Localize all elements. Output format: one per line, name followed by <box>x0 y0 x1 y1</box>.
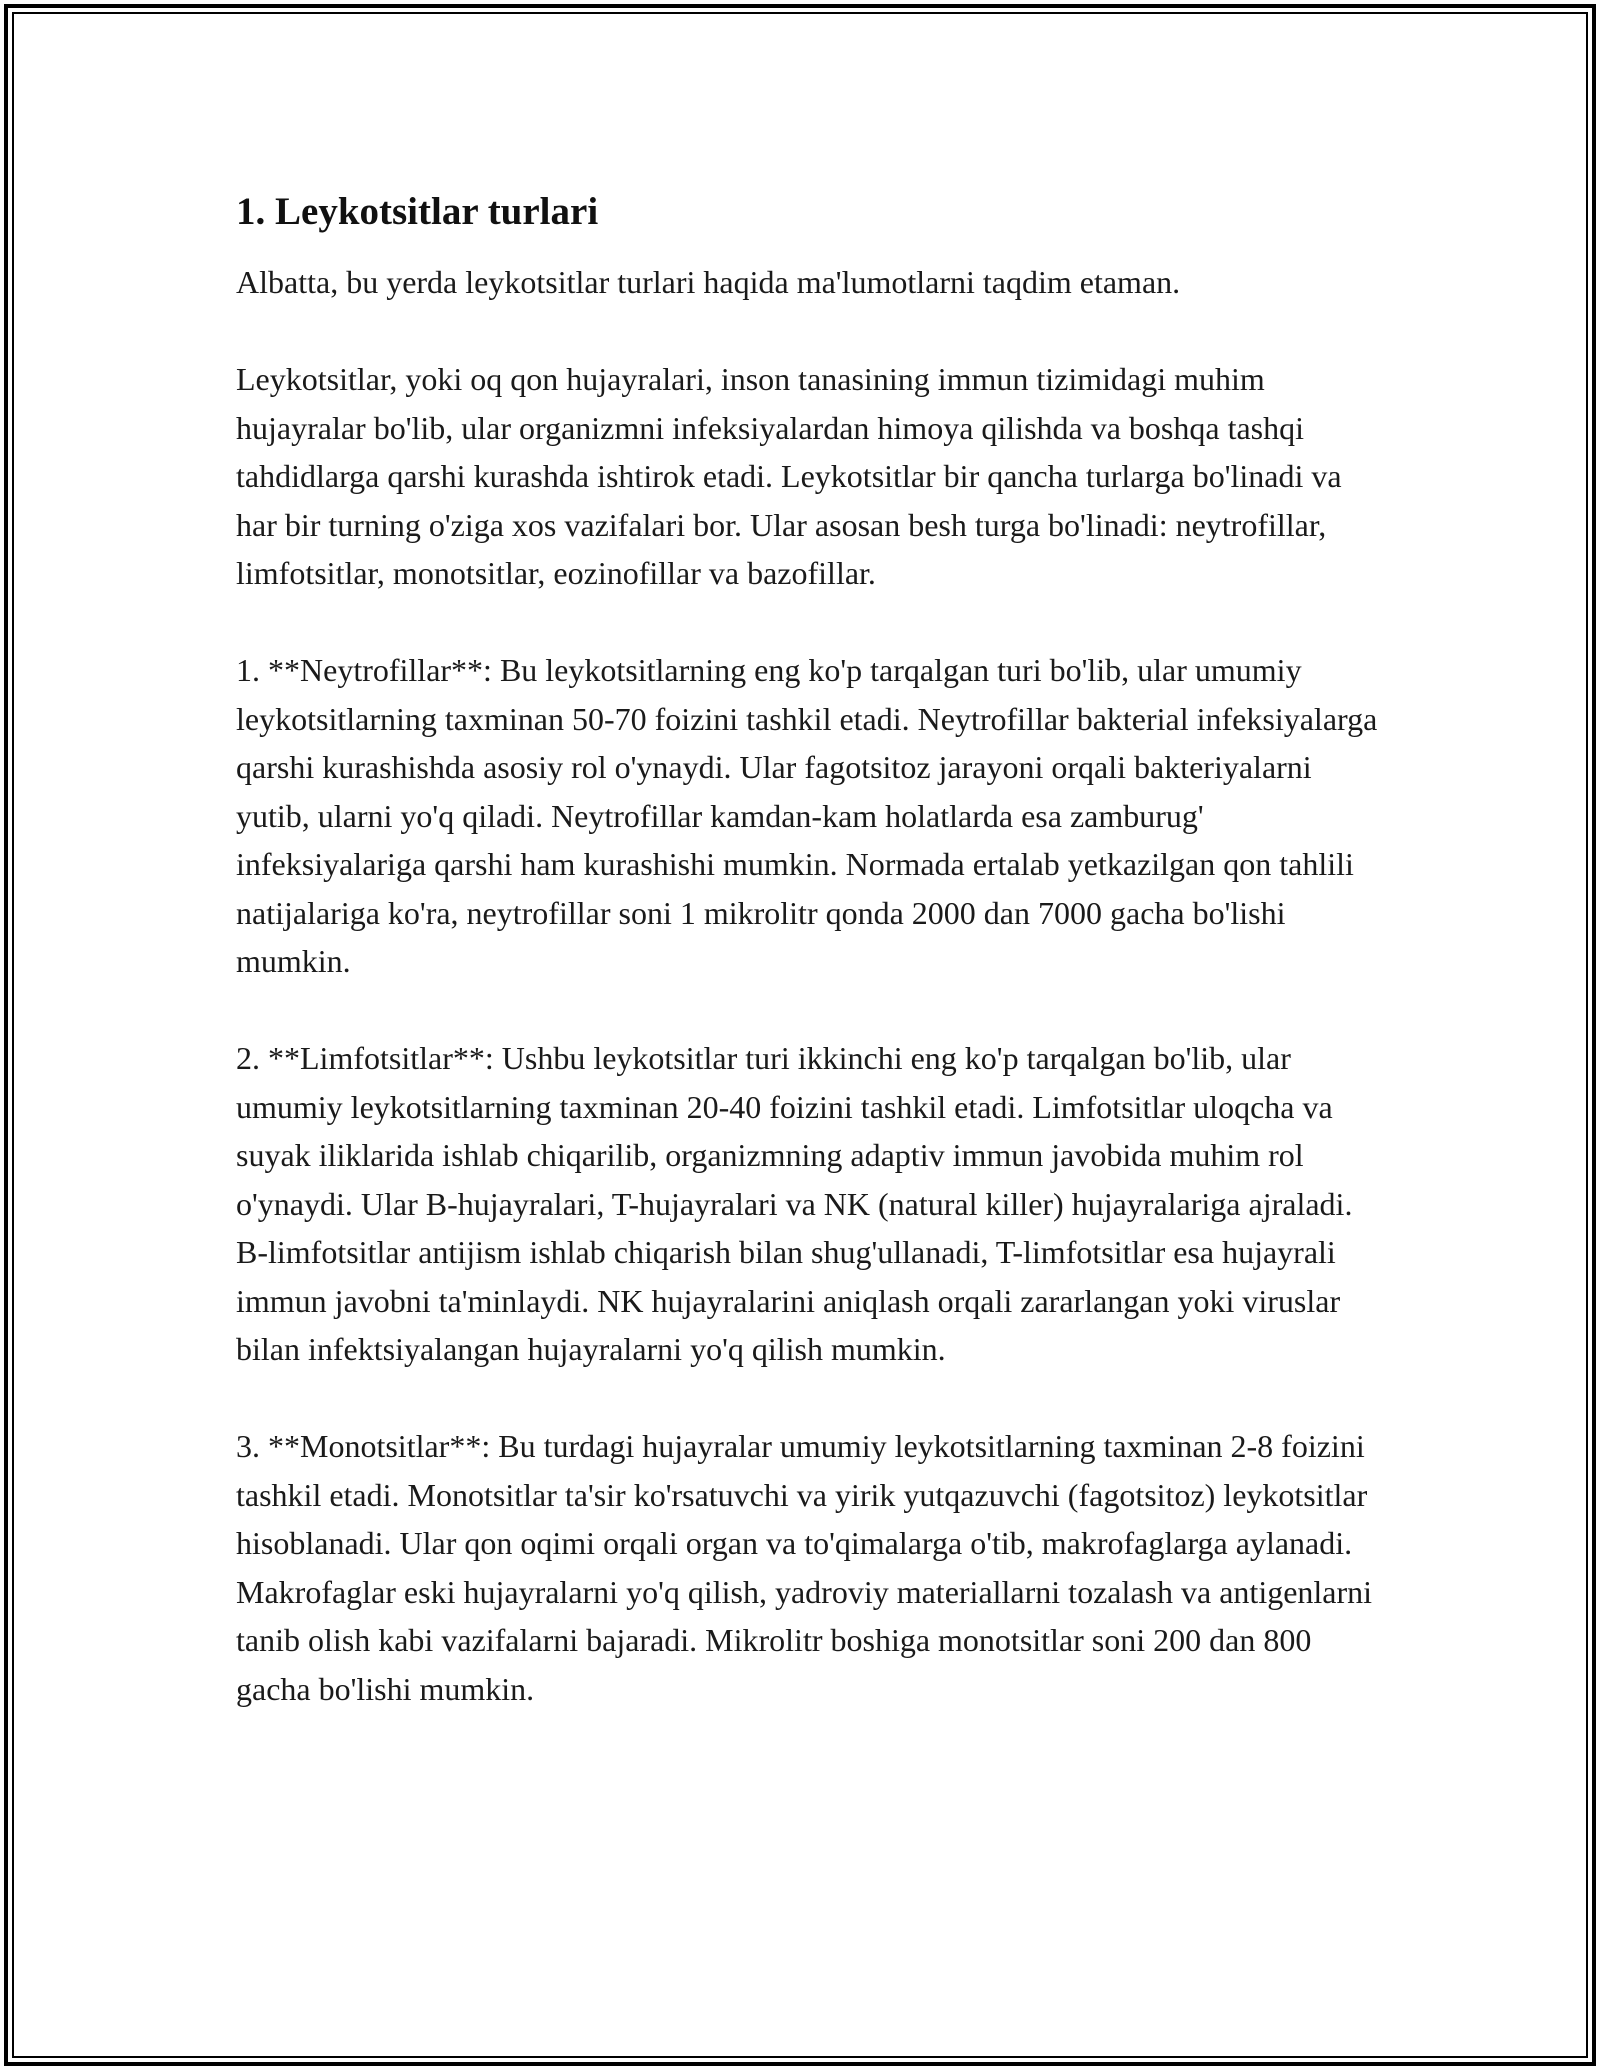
section-heading: 1. Leykotsitlar turlari <box>236 190 599 233</box>
lymphocytes-paragraph: 2. **Limfotsitlar**: Ushbu leykotsitlar turi ikkinchi eng ko'p tarqalgan bo'lib, ular umumiy leykotsitlarning taxminan 20-40 foizini tashkil etadi. Limfotsitlar uloqcha va suyak iliklarida ishlab chiqarilib, organizmning adaptiv immun javobida muhim rol o'ynaydi. Ular B-hujayralari, T-hujayralari va NK (natural killer) hujayralariga ajraladi. B-limfotsitlar antijism ishlab chiqarish bilan shug'ullanadi, T-limfotsitlar esa hujayrali immun javobni ta'minlaydi. NK hujayralarini aniqlash orqali zararlangan yoki viruslar bilan infektsiyalangan hujayralarni yo'q qilish mumkin. <box>236 1040 1353 1367</box>
document-body <box>236 186 1386 1713</box>
monocytes-paragraph: 3. **Monotsitlar**: Bu turdagi hujayralar umumiy leykotsitlarning taxminan 2-8 foizini tashkil etadi. Monotsitlar ta'sir ko'rsatuvchi va yirik yutqazuvchi (fagotsitoz) leykotsitlar hisoblanadi. Ular qon oqimi orqali organ va to'qimalarga o'tib, makrofaglarga aylanadi. Makrofaglar eski hujayralarni yo'q qilish, yadroviy materiallarni tozalash va antigenlarni tanib olish kabi vazifalarni bajaradi. Mikrolitr boshiga monotsitlar soni 200 dan 800 gacha bo'lishi mumkin. <box>236 1428 1373 1707</box>
intro-paragraph: Albatta, bu yerda leykotsitlar turlari haqida ma'lumotlarni taqdim etaman. <box>236 264 1181 300</box>
neutrophils-paragraph: 1. **Neytrofillar**: Bu leykotsitlarning eng ko'p tarqalgan turi bo'lib, ular umumiy leykotsitlarning taxminan 50-70 foizini tashkil etadi. Neytrofillar bakterial infeksiyalarga qarshi kurashishda asosiy rol o'ynaydi. Ular fagotsitoz jarayoni orqali bakteriyalarni yutib, ularni yo'q qiladi. Neytrofillar kamdan-kam holatlarda esa zamburug' infeksiyalariga qarshi ham kurashishi mumkin. Normada ertalab yetkazilgan qon tahlili natijalariga ko'ra, neytrofillar soni 1 mikrolitr qonda 2000 dan 7000 gacha bo'lishi mumkin. <box>236 652 1378 979</box>
overview-paragraph: Leykotsitlar, yoki oq qon hujayralari, inson tanasining immun tizimidagi muhim hujayralar bo'lib, ular organizmni infeksiyalardan himoya qilishda va boshqa tashqi tahdidlarga qarshi kurashda ishtirok etadi. Leykotsitlar bir qancha turlarga bo'linadi va har bir turning o'ziga xos vazifalari bor. Ular asosan besh turga bo'linadi: neytrofillar, limfotsitlar, monotsitlar, eozinofillar va bazofillar. <box>236 361 1342 591</box>
